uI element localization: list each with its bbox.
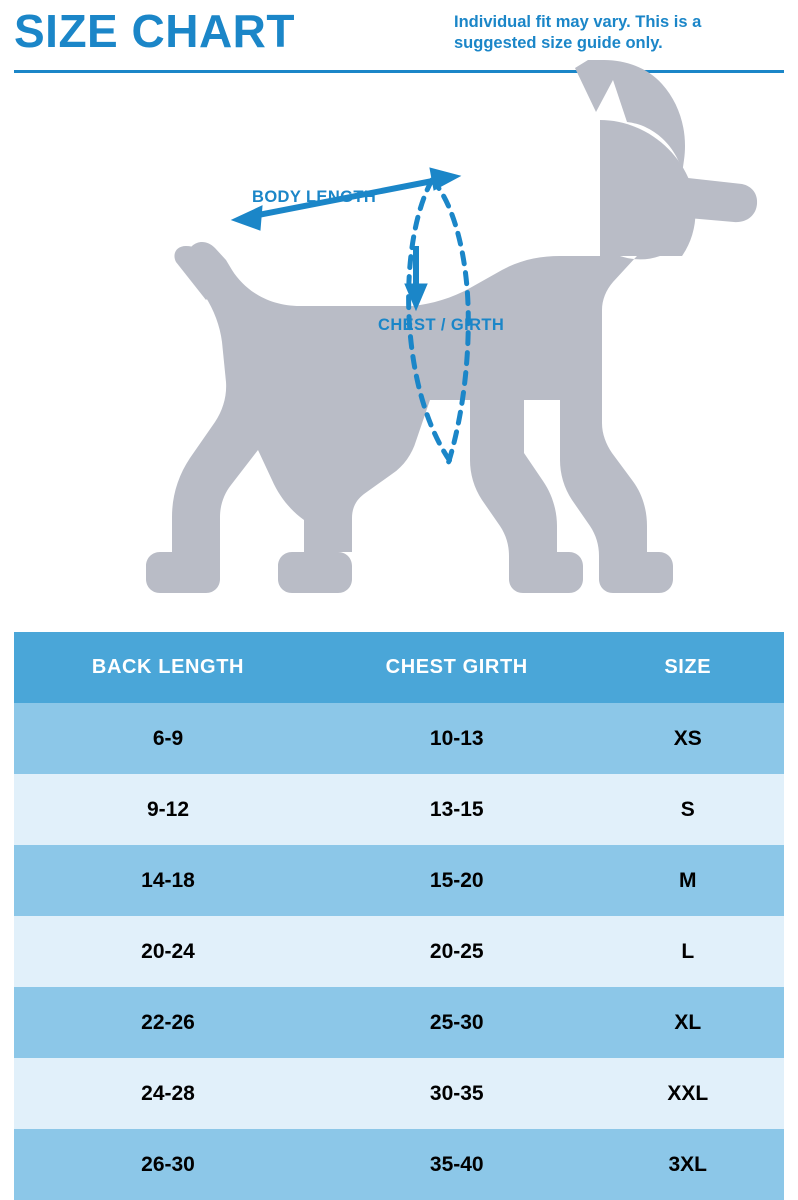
cell-size: XS <box>673 726 702 750</box>
cell-chest-girth: 30-35 <box>429 1081 484 1105</box>
dog-measurement-illustration <box>0 60 798 605</box>
cell-size: L <box>681 939 695 963</box>
size-table <box>14 632 784 1200</box>
cell-size: XL <box>674 1010 702 1034</box>
cell-size: M <box>679 868 697 892</box>
table-header-row <box>14 632 784 703</box>
cell-back-length: 22-26 <box>141 1010 195 1034</box>
column-header-chest-girth: CHEST GIRTH <box>385 656 528 678</box>
cell-back-length: 14-18 <box>141 868 195 892</box>
table-row <box>14 916 784 987</box>
cell-back-length: 9-12 <box>146 797 190 821</box>
table-row <box>14 1058 784 1129</box>
page-title: SIZE CHART <box>14 5 295 57</box>
column-header-size: SIZE <box>664 656 712 678</box>
cell-back-length: 20-24 <box>141 939 195 963</box>
cell-size: S <box>680 797 695 821</box>
cell-size: 3XL <box>668 1152 707 1176</box>
table-row <box>14 703 784 774</box>
cell-chest-girth: 10-13 <box>429 726 484 750</box>
chest-girth-label: CHEST / GIRTH <box>378 316 505 334</box>
body-length-label: BODY LENGTH <box>252 188 377 206</box>
cell-back-length: 26-30 <box>141 1152 195 1176</box>
cell-chest-girth: 15-20 <box>429 868 484 892</box>
header <box>0 0 798 57</box>
column-header-back-length: BACK LENGTH <box>91 656 245 678</box>
cell-chest-girth: 25-30 <box>429 1010 484 1034</box>
cell-chest-girth: 13-15 <box>429 797 484 821</box>
cell-chest-girth: 35-40 <box>429 1152 484 1176</box>
table-row <box>14 987 784 1058</box>
disclaimer-text: Individual fit may vary. This is a suggested size guide only. <box>454 13 702 52</box>
cell-back-length: 24-28 <box>141 1081 195 1105</box>
table-row <box>14 845 784 916</box>
cell-size: XXL <box>667 1081 709 1105</box>
table-row <box>14 1129 784 1200</box>
cell-back-length: 6-9 <box>152 726 184 750</box>
table-row <box>14 774 784 845</box>
cell-chest-girth: 20-25 <box>429 939 484 963</box>
